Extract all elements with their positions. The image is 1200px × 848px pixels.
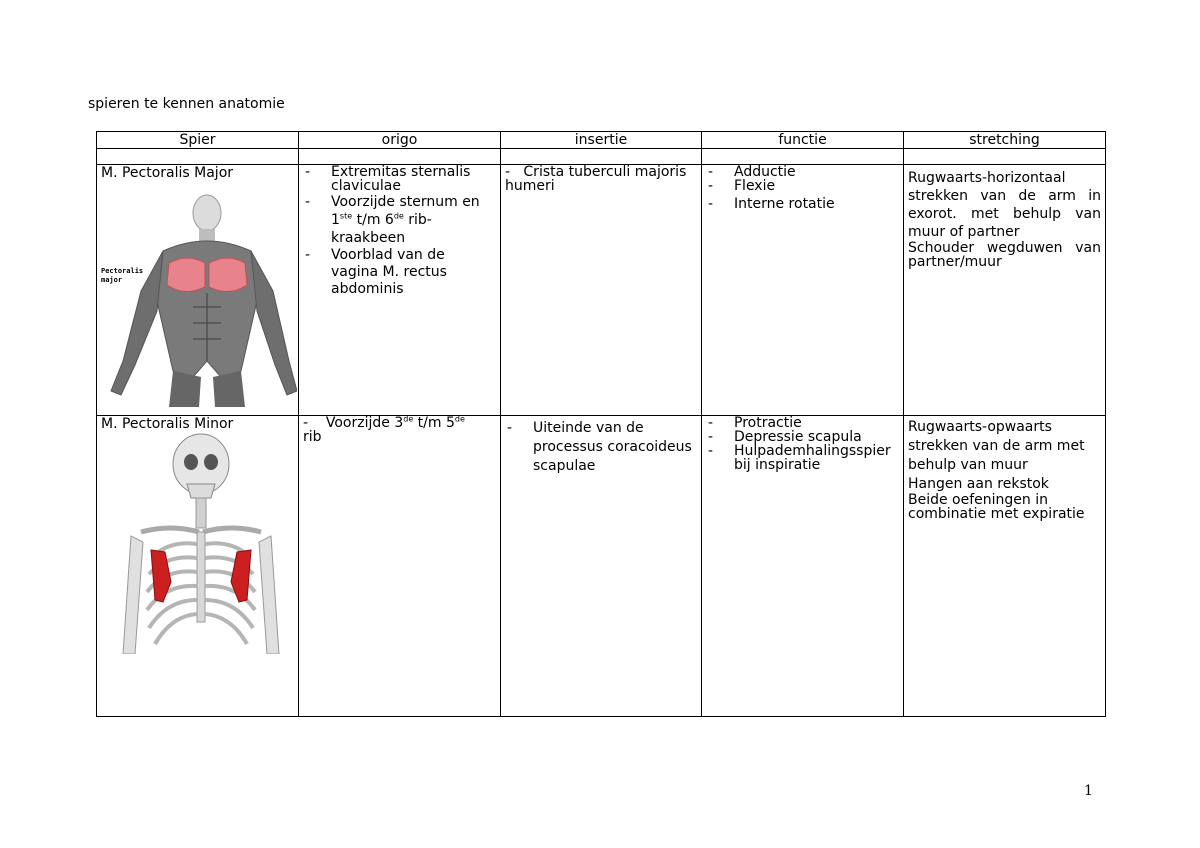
stretching-text: Schouder wegduwen van partner/muur <box>908 240 1101 270</box>
origo-cell <box>299 165 501 416</box>
functie-list <box>706 416 899 472</box>
list-item: - Voorblad van de vagina M. rectus abdominis <box>303 247 496 298</box>
functie-cell <box>702 165 904 416</box>
pectoralis-minor-figure <box>101 432 297 654</box>
insertie-text: - Crista tuberculi majoris humeri <box>505 164 687 194</box>
stretching-cell <box>904 165 1106 416</box>
table-row <box>97 165 1106 416</box>
list-item: - Protractie <box>706 416 899 430</box>
list-item: - Flexie <box>706 179 899 193</box>
list-item: - Interne rotatie <box>706 197 899 211</box>
table-spacer-row <box>97 149 1106 165</box>
insertie-cell <box>501 416 702 717</box>
page-number: 1 <box>1084 783 1093 799</box>
header-origo: origo <box>299 132 501 149</box>
list-item: - Uiteinde van de processus coracoideus scapulae <box>505 419 697 476</box>
list-item: - Extremitas sternalis claviculae <box>303 165 496 193</box>
document-title: spieren te kennen anatomie <box>88 96 285 112</box>
functie-cell <box>702 416 904 717</box>
muscle-name: M. Pectoralis Minor <box>101 416 234 432</box>
header-functie: functie <box>702 132 904 149</box>
origo-text: - Voorzijde 3de t/m 5de rib <box>303 414 465 445</box>
stretching-text: Rugwaarts-horizontaal strekken van de arm in exorot. met behulp van muur of partner <box>908 170 1101 240</box>
spier-cell <box>97 165 299 416</box>
stretching-text: Hangen aan rekstok <box>908 476 1049 492</box>
origo-cell <box>299 416 501 717</box>
list-item: - Depressie scapula <box>706 430 899 444</box>
list-item: - Voorzijde sternum en 1ste t/m 6de rib-kraakbeen <box>303 193 496 247</box>
stretching-cell <box>904 416 1106 717</box>
stretching-text: Rugwaarts-opwaarts strekken van de arm met behulp van muur <box>908 419 1085 473</box>
functie-list <box>706 165 899 211</box>
list-item: - Adductie <box>706 165 899 179</box>
origo-list <box>303 165 496 298</box>
pectoralis-major-figure <box>101 181 297 407</box>
insertie-cell <box>501 165 702 416</box>
header-insertie: insertie <box>501 132 702 149</box>
table-row <box>97 416 1106 717</box>
header-stretching: stretching <box>904 132 1106 149</box>
muscle-table <box>96 131 1106 717</box>
table-header-row <box>97 132 1106 149</box>
muscle-name: M. Pectoralis Major <box>101 165 234 181</box>
insertie-list <box>505 419 697 476</box>
figure-label: major <box>101 276 123 284</box>
list-item: - Hulpademhalingsspier bij inspiratie <box>706 444 899 472</box>
figure-label: Pectoralis <box>101 267 144 275</box>
stretching-text: Beide oefeningen in combinatie met expiratie <box>908 492 1085 522</box>
spier-cell <box>97 416 299 717</box>
header-spier: Spier <box>97 132 299 149</box>
